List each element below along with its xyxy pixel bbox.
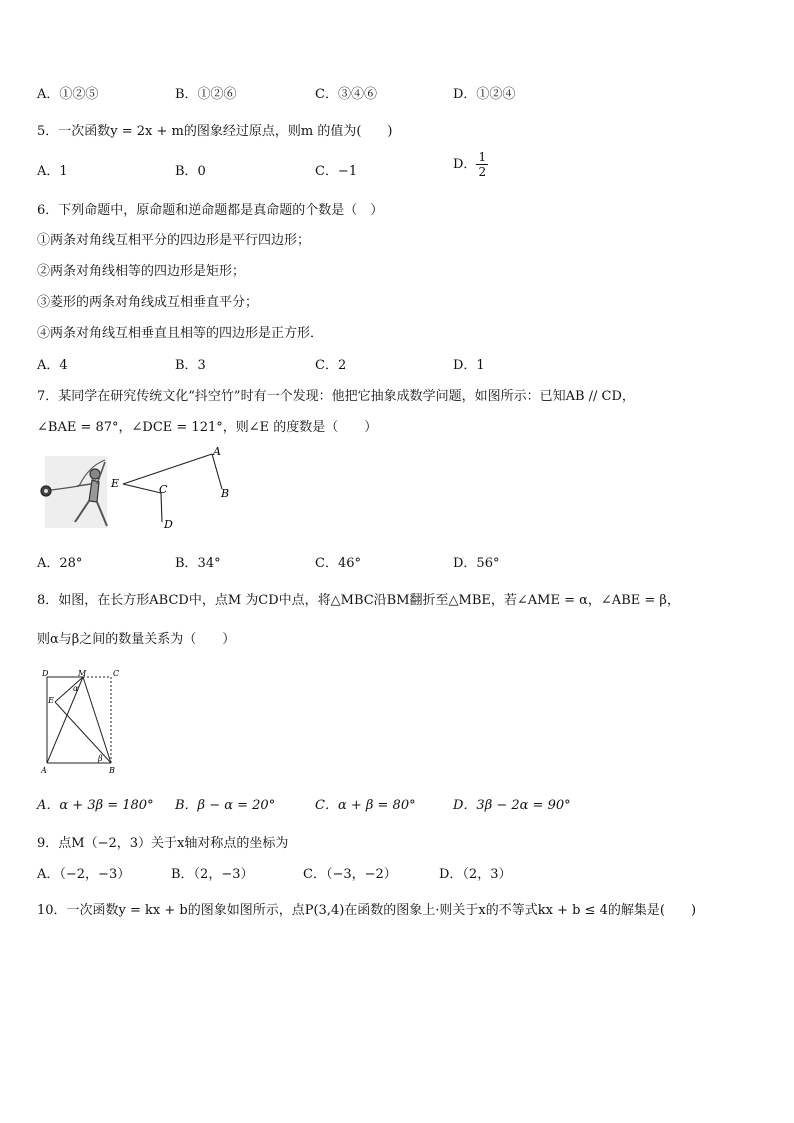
q7-geometry	[123, 454, 222, 522]
q8-figure	[37, 667, 127, 777]
q7-option-a[interactable]: A．28°	[37, 556, 83, 571]
q7-option-b[interactable]: B．34°	[175, 556, 221, 571]
q6-option-c[interactable]: C．2	[315, 358, 347, 373]
q8-option-a[interactable]: A．α + 3β = 180°	[37, 798, 154, 813]
q9-option-b[interactable]: B．（2，−3）	[171, 867, 254, 882]
q9-option-a[interactable]: A．（−2，−3）	[37, 867, 131, 882]
label-c: C	[113, 669, 120, 678]
q5-option-a[interactable]: A．1	[37, 164, 68, 179]
q5-option-d[interactable]	[453, 150, 488, 179]
label-alpha: α	[73, 684, 79, 693]
label-e: E	[111, 477, 120, 490]
segment-ab	[212, 454, 222, 489]
q5-option-d-fraction	[476, 150, 488, 179]
q6-item-3: ③菱形的两条对角线成互相垂直平分；	[37, 295, 259, 310]
label-b: B	[221, 487, 230, 500]
q7-option-d[interactable]: D．56°	[453, 556, 500, 571]
q9-option-c[interactable]: C．（−3，−2）	[303, 867, 397, 882]
q4-option-c[interactable]: C．③④⑥	[315, 87, 377, 102]
q4-option-a[interactable]: A．①②⑤	[37, 87, 99, 102]
label-e: E	[48, 696, 54, 705]
q6-option-b[interactable]: B．3	[175, 358, 206, 373]
label-m: M	[78, 669, 87, 678]
q8-option-b[interactable]: B．β − α = 20°	[175, 798, 276, 813]
fraction-numerator: 1	[478, 150, 487, 164]
segment-cd	[161, 493, 162, 522]
segment-ec	[123, 484, 161, 493]
label-c: C	[159, 483, 168, 496]
q6-item-2: ②两条对角线相等的四边形是矩形；	[37, 264, 246, 279]
q5-option-b[interactable]: B．0	[175, 164, 206, 179]
q8-option-d[interactable]: D．3β − 2α = 90°	[453, 798, 571, 813]
q10-stem: 10．一次函数y = kx + b的图象如图所示，点P(3,4)在函数的图象上·则关于x的不等式kx + b ≤ 4的解集是( )	[37, 903, 697, 918]
q9-stem: 9．点M（−2，3）关于x轴对称点的坐标为	[37, 836, 289, 851]
q6-stem: 6．下列命题中，原命题和逆命题都是真命题的个数是（ ）	[37, 203, 384, 218]
q8-stem-line1: 8．如图，在长方形ABCD中，点M 为CD中点，将△MBC沿BM翻折至△MBE，若∠AME = α，∠ABE = β，	[37, 593, 680, 608]
label-beta: β	[98, 754, 103, 763]
q8-option-c[interactable]: C．α + β = 80°	[315, 798, 416, 813]
q6-option-a[interactable]: A．4	[37, 358, 68, 373]
q7-option-c[interactable]: C．46°	[315, 556, 361, 571]
q6-option-d[interactable]: D．1	[453, 358, 485, 373]
segment-me	[55, 677, 83, 702]
q7-stem-line2: ∠BAE = 87°，∠DCE = 121°，则∠E 的度数是（ ）	[37, 420, 378, 435]
label-d: D	[42, 669, 49, 678]
q5-stem: 5．一次函数y = 2x + m的图象经过原点，则m 的值为( )	[37, 124, 393, 139]
segment-mb	[83, 677, 111, 763]
q4-option-b[interactable]: B．①②⑥	[175, 87, 237, 102]
q6-item-1: ①两条对角线互相平分的四边形是平行四边形；	[37, 233, 311, 248]
label-a: A	[41, 766, 47, 775]
q5-option-d-label: D．	[453, 157, 477, 172]
segment-ea	[123, 454, 212, 484]
q7-stem-line1: 7．某同学在研究传统文化“抖空竹”时有一个发现：他把它抽象成数学问题，如图所示：已知AB // CD，	[37, 389, 635, 404]
q8-stem-line2: 则α与β之间的数量关系为（ ）	[37, 632, 236, 647]
label-b: B	[109, 766, 115, 775]
label-a: A	[213, 445, 221, 458]
q5-option-c[interactable]: C．−1	[315, 164, 358, 179]
diabolo-player-sketch	[41, 456, 107, 528]
q7-figure	[37, 446, 247, 536]
label-d: D	[164, 518, 173, 531]
q4-option-d[interactable]: D．①②④	[453, 87, 516, 102]
q9-option-d[interactable]: D．（2，3）	[439, 867, 512, 882]
q8-geometry	[47, 677, 111, 763]
fraction-denominator: 2	[478, 165, 487, 179]
q6-item-4: ④两条对角线互相垂直且相等的四边形是正方形．	[37, 326, 324, 341]
